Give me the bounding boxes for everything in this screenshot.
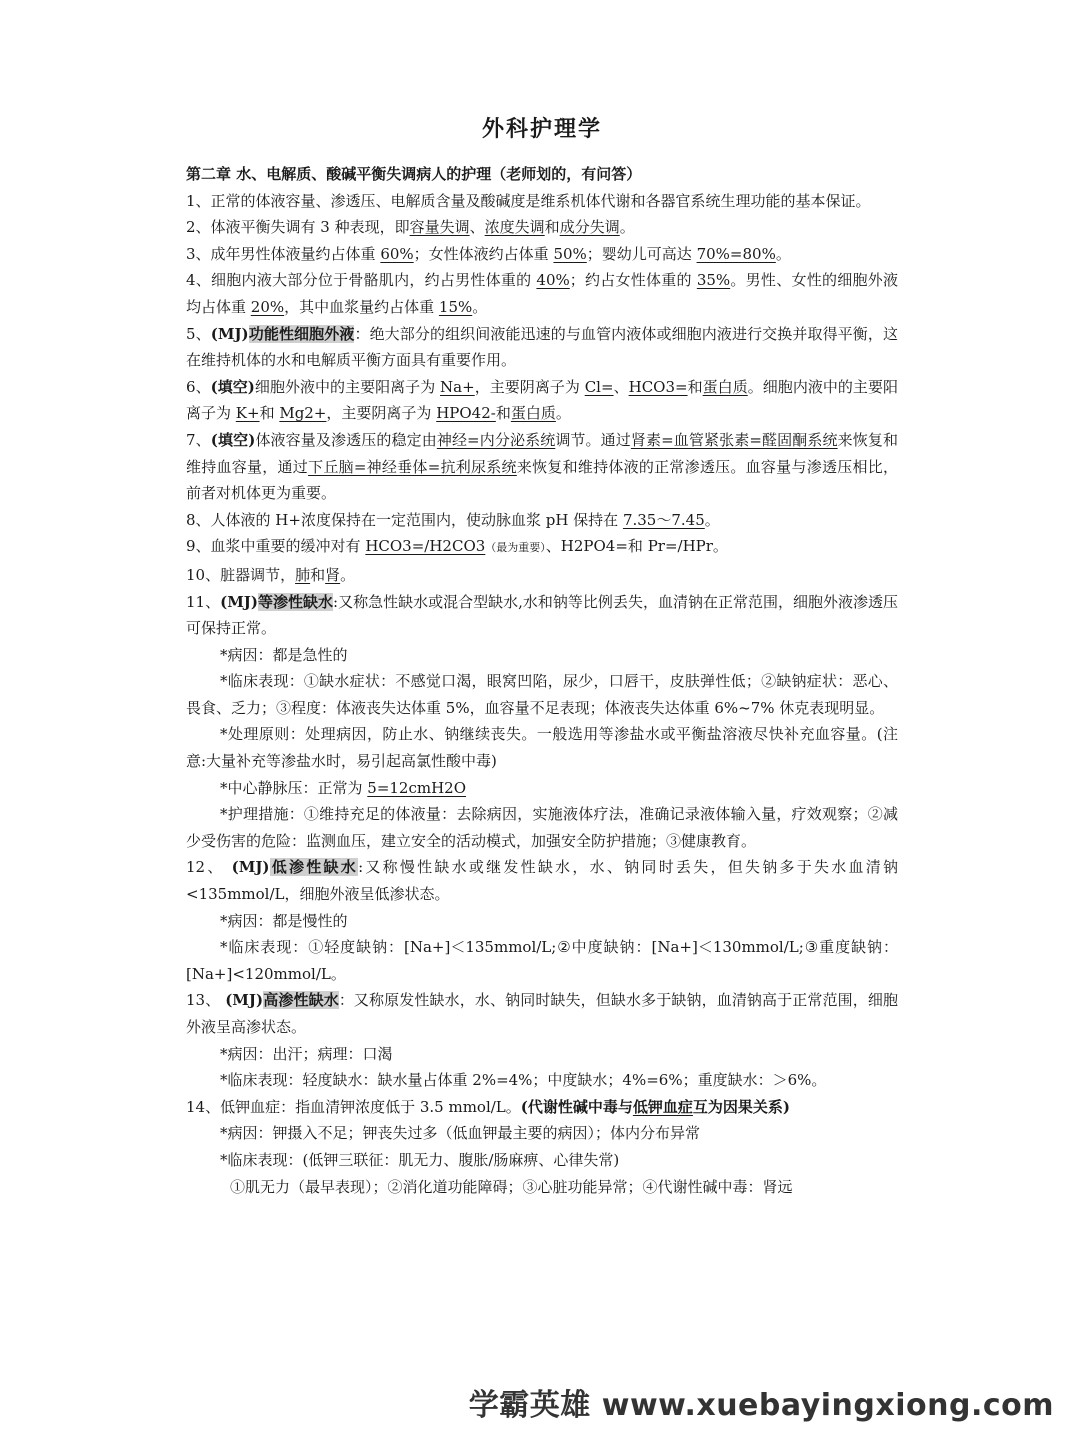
paragraph-9: 9、血浆中重要的缓冲对有 HCO3=/H2CO3（最为重要）、H2PO4=和 Pr=/HPr。 bbox=[186, 537, 728, 556]
paragraph-14-cause: *病因：钾摄入不足；钾丧失过多（低血钾最主要的病因）；体内分布异常 bbox=[220, 1124, 701, 1143]
paragraph-4: 4、细胞内液大部分位于骨骼肌内，约占男性体重的 40%；约占女性体重的 35%。男性、女性的细胞外液均占体重 20%，其中血浆量约占体重 15%。 bbox=[186, 271, 898, 316]
key-term: 等渗性缺水 bbox=[258, 592, 334, 611]
paragraph-11-cvp: *中心静脉压：正常为 5=12cmH2O bbox=[220, 778, 467, 797]
paragraph-11-clinical: *临床表现：①缺水症状：不感觉口渴，眼窝凹陷，尿少，口唇干，皮肤弹性低；②缺钠症状：恶心、畏食、乏力；③程度：体液丧失达体重 5%，血容量不足表现；体液丧失达体重 6%~7% 休克表现明显。 bbox=[186, 672, 898, 717]
paragraph-10: 10、脏器调节，肺和肾。 bbox=[186, 565, 356, 584]
paragraph-7: 7、(填空)体液容量及渗透压的稳定由神经=内分泌系统调节。通过肾素=血管紧张素=醛固酮系统来恢复和维持血容量，通过下丘脑=神经垂体=抗利尿系统来恢复和维持体液的正常渗透压。血容量与渗透压相比，前者对机体更为重要。 bbox=[186, 430, 898, 503]
paragraph-8: 8、人体液的 H+浓度保持在一定范围内，使动脉血浆 pH 保持在 7.35～7.45。 bbox=[186, 510, 720, 529]
paragraph-12: 12、 (MJ)低渗性缺水:又称慢性缺水或继发性缺水，水、钠同时丢失，但失钠多于失水血清钠<135mmol/L，细胞外液呈低渗状态。 bbox=[186, 858, 898, 904]
page-title: 外科护理学 bbox=[481, 117, 602, 142]
paragraph-11-care: *护理措施：①维持充足的体液量：去除病因，实施液体疗法，准确记录液体输入量，疗效观察；②减少受伤害的危险：监测血压，建立安全的活动模式，加强安全防护措施；③健康教育。 bbox=[186, 805, 898, 850]
paragraph-1: 1、正常的体液容量、渗透压、电解质含量及酸碱度是维系机体代谢和各器官系统生理功能的基本保证。 bbox=[186, 191, 871, 210]
paragraph-14-clinical: *临床表现：(低钾三联征：肌无力、腹胀/肠麻痹、心律失常) bbox=[220, 1150, 620, 1169]
paragraph-2: 2、体液平衡失调有 3 种表现，即容量失调、浓度失调和成分失调。 bbox=[186, 218, 635, 237]
key-term: 功能性细胞外液 bbox=[248, 324, 355, 343]
paragraph-11-cause: *病因：都是急性的 bbox=[220, 645, 348, 664]
paragraph-3: 3、成年男性体液量约占体重 60%；女性体液约占体重 50%；婴幼儿可高达 70%=80%。 bbox=[186, 244, 791, 263]
paragraph-13-clinical: *临床表现：轻度缺水：缺水量占体重 2%=4%；中度缺水；4%=6%；重度缺水：＞6%。 bbox=[220, 1071, 827, 1090]
key-term: 低渗性缺水 bbox=[269, 858, 359, 877]
paragraph-14-list: ①肌无力（最早表现）；②消化道功能障碍；③心脏功能异常；④代谢性碱中毒：肾远 bbox=[230, 1177, 793, 1196]
paragraph-6: 6、(填空)细胞外液中的主要阳离子为 Na+，主要阴离子为 Cl=、HCO3=和蛋白质。细胞内液中的主要阳离子为 K+和 Mg2+，主要阴离子为 HPO42-和蛋白质。 bbox=[186, 377, 898, 423]
site-watermark: 学霸英雄 www.xuebayingxiong.com bbox=[468, 1388, 1054, 1423]
paragraph-13-cause: *病因：出汗；病理：口渴 bbox=[220, 1044, 393, 1063]
paragraph-11-treatment: *处理原则：处理病因，防止水、钠继续丧失。一般选用等渗盐水或平衡盐溶液尽快补充血容量。(注意:大量补充等渗盐水时，易引起高氯性酸中毒) bbox=[186, 725, 898, 771]
document-page bbox=[186, 112, 898, 1200]
paragraph-5: 5、(MJ)功能性细胞外液：绝大部分的组织间液能迅速的与血管内液体或细胞内液进行交换并取得平衡，这在维持机体的水和电解质平衡方面具有重要作用。 bbox=[186, 324, 898, 370]
key-term: 高渗性缺水 bbox=[263, 991, 339, 1010]
paragraph-13: 13、 (MJ)高渗性缺水：又称原发性缺水，水、钠同时缺失，但缺水多于缺钠，血清钠高于正常范围，细胞外液呈高渗状态。 bbox=[186, 991, 898, 1036]
paragraph-11: 11、(MJ)等渗性缺水:又称急性缺水或混合型缺水,水和钠等比例丢失，血清钠在正常范围，细胞外液渗透压可保持正常。 bbox=[186, 592, 899, 638]
paragraph-12-cause: *病因：都是慢性的 bbox=[220, 911, 348, 930]
paragraph-14: 14、低钾血症：指血清钾浓度低于 3.5 mmol/L。(代谢性碱中毒与低钾血症互为因果关系) bbox=[186, 1097, 791, 1116]
chapter-heading: 第二章 水、电解质、酸碱平衡失调病人的护理（老师划的，有问答） bbox=[186, 165, 642, 183]
paragraph-12-clinical: *临床表现：①轻度缺钠：[Na+]＜135mmol/L;②中度缺钠：[Na+]＜130mmol/L;③重度缺钠：[Na+]<120mmol/L。 bbox=[186, 938, 898, 983]
